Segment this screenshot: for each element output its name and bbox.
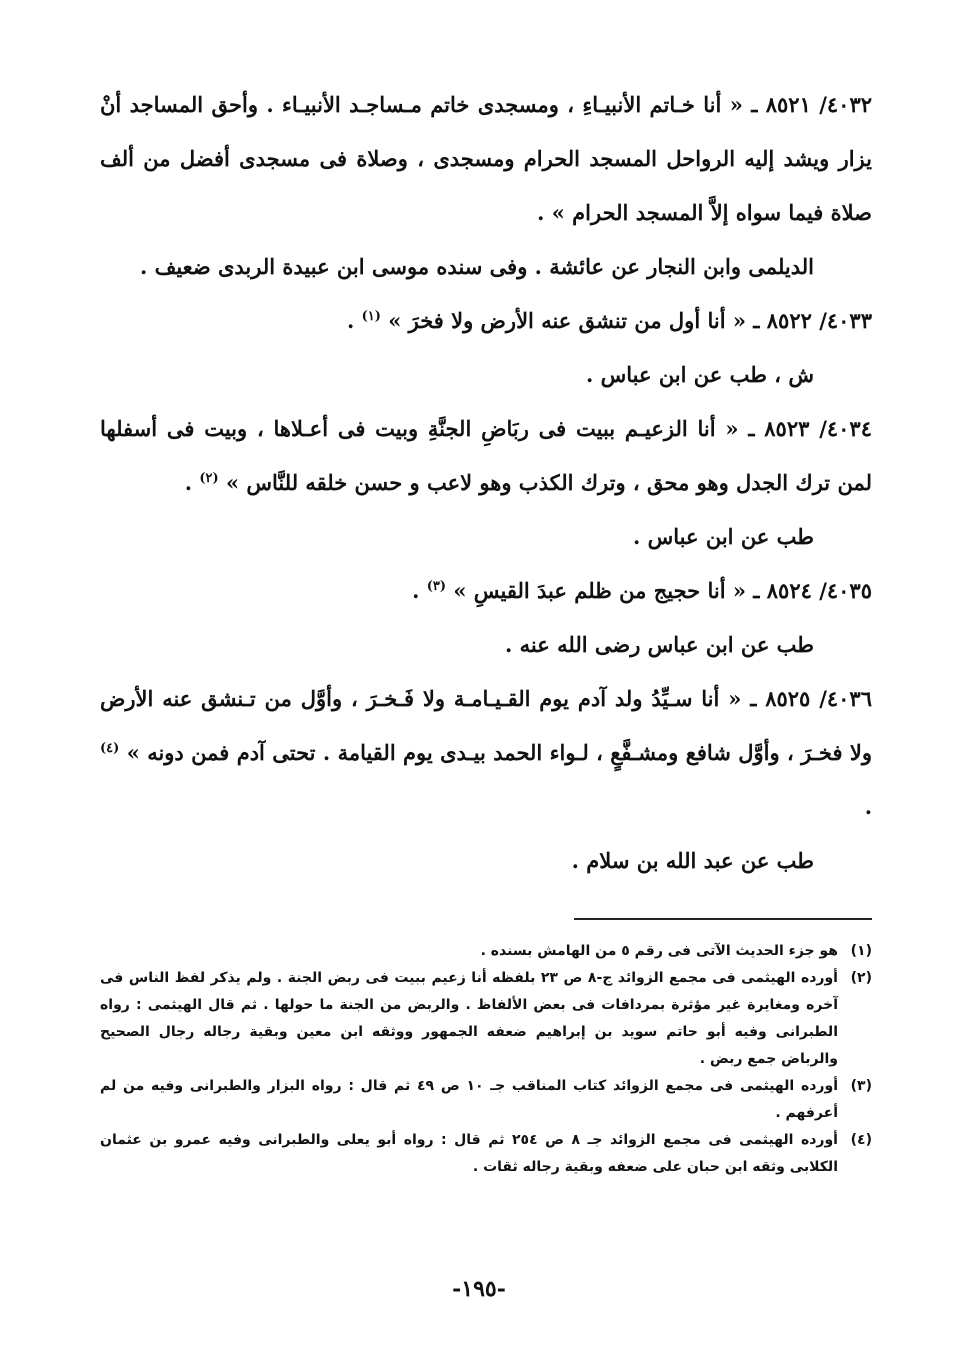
hadith-4034 <box>100 402 872 510</box>
hadith-reference: الديلمى وابن النجار عن عائشة . وفى سنده موسى ابن عبيدة الربدى ضعيف . <box>139 254 814 279</box>
hadith-number: ٤٠٣٢/ ٨٥٢١ ـ <box>751 92 873 117</box>
footnote-number: (١) <box>850 943 872 959</box>
footnote-text: هو جزء الحديث الآتى فى رقم ٥ من الهامش بسنده . <box>480 943 838 959</box>
hadith-end: . <box>346 308 362 333</box>
footnote <box>100 965 872 1073</box>
hadith-4035 <box>100 564 872 618</box>
footnote-text: أورده الهيثمى فى مجمع الزوائد ج-٨ ص ٢٣ بلفظه أنا زعيم ببيت فى ربض الجنة . ولم يذكر لفظ الناس فى آخره ومغايرة غير مؤثرة بمردافات فى بعض الألفاظ . والربض من الجنة ما حولها . ثم قال الهيثمى : رواه الطبرانى وفيه أبو حاتم سويد بن إبراهيم ضعفه الجمهور ووثقه ابن معين وبقية رجاله رجال الصحيح والرباض جمع ربض . <box>100 970 838 1067</box>
footnotes <box>100 938 872 1181</box>
hadith-number: ٤٠٣٦/ ٨٥٢٥ ـ <box>750 686 872 711</box>
footnote-marker: (٢) <box>199 471 219 486</box>
footnote-number: (٤) <box>850 1132 872 1148</box>
hadith-reference: طب عن عبد الله بن سلام . <box>571 848 814 873</box>
hadith-end: . <box>864 794 872 819</box>
hadith-text: « أنا حجيج من ظلم عبدَ القيسِ » <box>453 578 746 603</box>
hadith-4032 <box>100 78 872 240</box>
hadith-reference: طب عن ابن عباس رضى الله عنه . <box>505 632 814 657</box>
footnote <box>100 1127 872 1181</box>
footnote-marker: (٣) <box>426 579 446 594</box>
hadith-4036 <box>100 672 872 834</box>
footnote-marker: (١) <box>361 309 381 324</box>
hadith-text: « أنا الزعيـم ببيت فى ربَاضِ الجنَّةِ وبيت فى أعـلاها ، وبيت فى أسفلها لمن ترك الجدل وهو محق ، وترك الكذب وهو لاعب و حسن خلقه للنَّاس » <box>100 416 872 495</box>
hadith-reference: ش ، طب عن ابن عباس . <box>585 362 814 387</box>
footnote-text: أورده الهيثمى فى مجمع الزوائد جـ ٨ ص ٢٥٤ ثم قال : رواه أبو يعلى والطبرانى وفيه عمرو بن عثمان الكلابى وثقه ابن حبان على ضعفه وبقية رجاله ثقات . <box>100 1132 838 1175</box>
hadith-number: ٤٠٣٣/ ٨٥٢٢ ـ <box>753 308 872 333</box>
footnote-number: (٣) <box>850 1078 872 1094</box>
footnote-marker: (٤) <box>100 741 120 756</box>
hadith-end: . <box>184 470 200 495</box>
hadith-number: ٤٠٣٥/ ٨٥٢٤ ـ <box>753 578 872 603</box>
hadith-end: . <box>412 578 427 603</box>
footnote <box>100 1073 872 1127</box>
hadith-text: « أنا أول من تنشق عنه الأرض ولا فخرَ » <box>388 308 746 333</box>
footnote-text: أورده الهيثمى فى مجمع الزوائد كتاب المناقب جـ ١٠ ص ٤٩ ثم قال : رواه البزار والطبرانى وفيه من لم أعرفهم . <box>100 1078 838 1121</box>
footnote-divider <box>574 918 872 920</box>
hadith-text: « أنا سـيِّدُ ولد آدم يوم القـيـامـة ولا فَـخـرَ ، وأوَّل من تـنشق عنه الأرض ولا فخـرَ ، وأوَّل شافع ومشـفَّعٍ ، لـواء الحمد بيـدى يوم القيامة . تحتى آدم فمن دونه » <box>100 686 873 765</box>
footnote-number: (٢) <box>850 970 872 986</box>
hadith-text: « أنا خـاتم الأنبيـاءِ ، ومسجدى خاتم مـساجـد الأنبيـاء . وأحق المساجد أنْ يزار ويشد إليه الرواحل المسجد الحرام ومسجدى ، وصلاة فى مسجدى أفضل من ألف صلاة فيما سواه إلاَّ المسجد الحرام » . <box>100 92 872 225</box>
hadith-number: ٤٠٣٤/ ٨٥٢٣ ـ <box>748 416 872 441</box>
main-text <box>100 78 872 888</box>
hadith-reference: طب عن ابن عباس . <box>633 524 814 549</box>
footnote <box>100 938 872 965</box>
hadith-4033 <box>100 294 872 348</box>
page-number: -١٩٥- <box>452 1276 506 1302</box>
